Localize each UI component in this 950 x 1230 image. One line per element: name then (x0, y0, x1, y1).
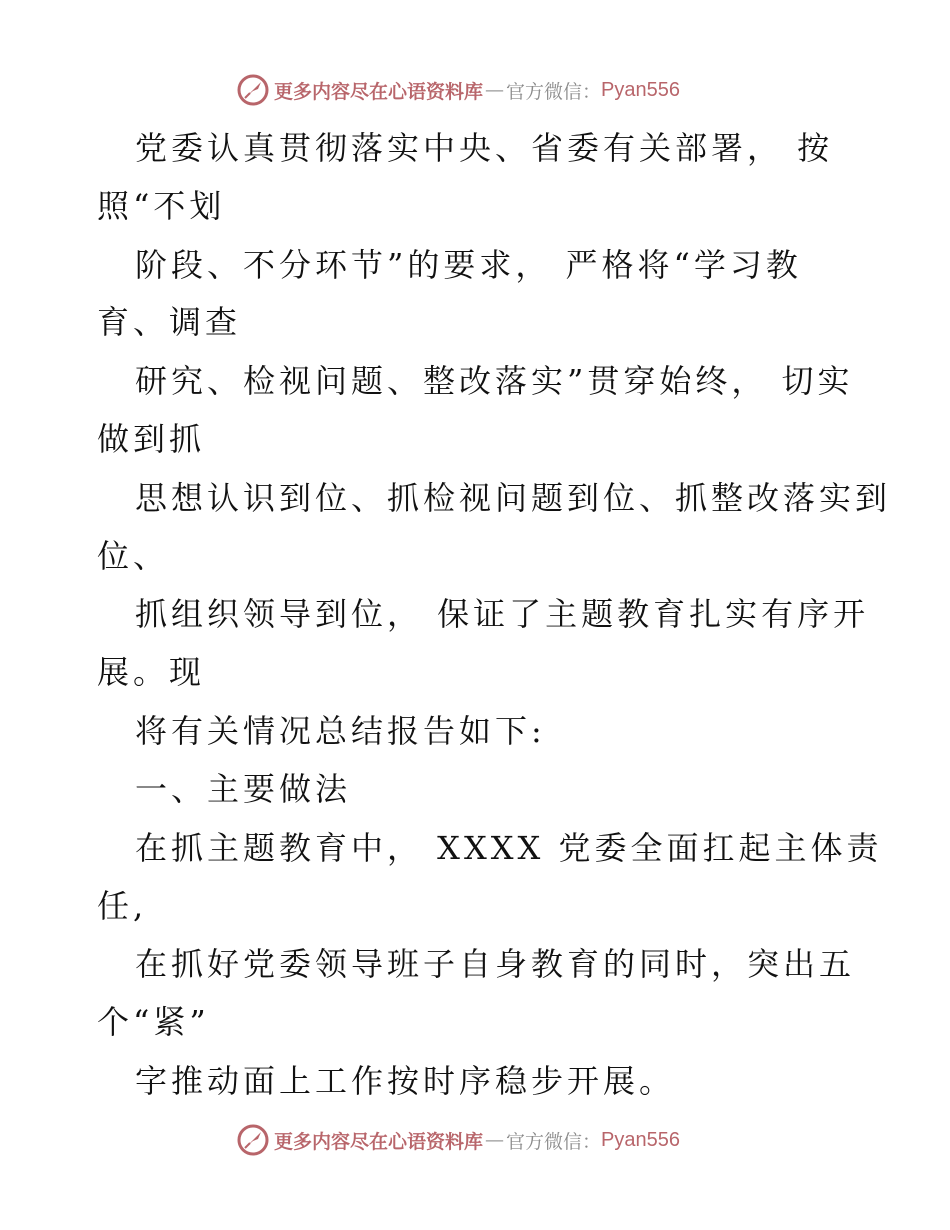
paragraph-line: 照“不划 (97, 187, 226, 225)
section-heading: 一、主要做法 (135, 770, 352, 808)
watermark-text: 更多内容尽在心语资料库 (274, 1130, 484, 1153)
watermark-text: 更多内容尽在心语资料库 (274, 80, 484, 103)
paragraph-line: 个“紧” (97, 1003, 210, 1041)
watermark-id: Pyan556 (601, 78, 680, 101)
quill-circle-logo-icon (236, 1123, 270, 1157)
paragraph-line: 研究、检视问题、整改落实”贯穿始终， 切实 (135, 362, 854, 400)
paragraph-line: 在抓主题教育中， XXXX 党委全面扛起主体责 (135, 829, 883, 867)
watermark-official-label: 官方微信： (506, 1130, 602, 1153)
paragraph-line: 党委认真贯彻落实中央、省委有关部署， 按 (135, 129, 834, 167)
paragraph-line: 在抓好党委领导班子自身教育的同时，突出五 (135, 945, 856, 983)
watermark-official-label: 官方微信： (506, 80, 602, 103)
paragraph-line: 将有关情况总结报告如下: (135, 712, 546, 750)
quill-circle-logo-icon (236, 73, 270, 107)
paragraph-line: 育、调查 (97, 303, 242, 341)
watermark-separator: — (485, 1129, 505, 1151)
paragraph-line: 任, (97, 887, 148, 925)
paragraph-line: 阶段、不分环节”的要求， 严格将“学习教 (135, 246, 802, 284)
paragraph-line: 展。现 (97, 653, 206, 691)
paragraph-line: 做到抓 (97, 420, 206, 458)
footer-watermark (236, 1122, 680, 1158)
header-watermark (236, 72, 680, 108)
watermark-id: Pyan556 (601, 1128, 680, 1151)
paragraph-line: 抓组织领导到位， 保证了主题教育扎实有序开 (135, 595, 870, 633)
paragraph-line: 字推动面上工作按时序稳步开展。 (135, 1062, 676, 1100)
watermark-separator: — (485, 79, 505, 101)
paragraph-line: 思想认识到位、抓检视问题到位、抓整改落实到 (135, 479, 892, 517)
paragraph-line: 位、 (97, 537, 170, 575)
